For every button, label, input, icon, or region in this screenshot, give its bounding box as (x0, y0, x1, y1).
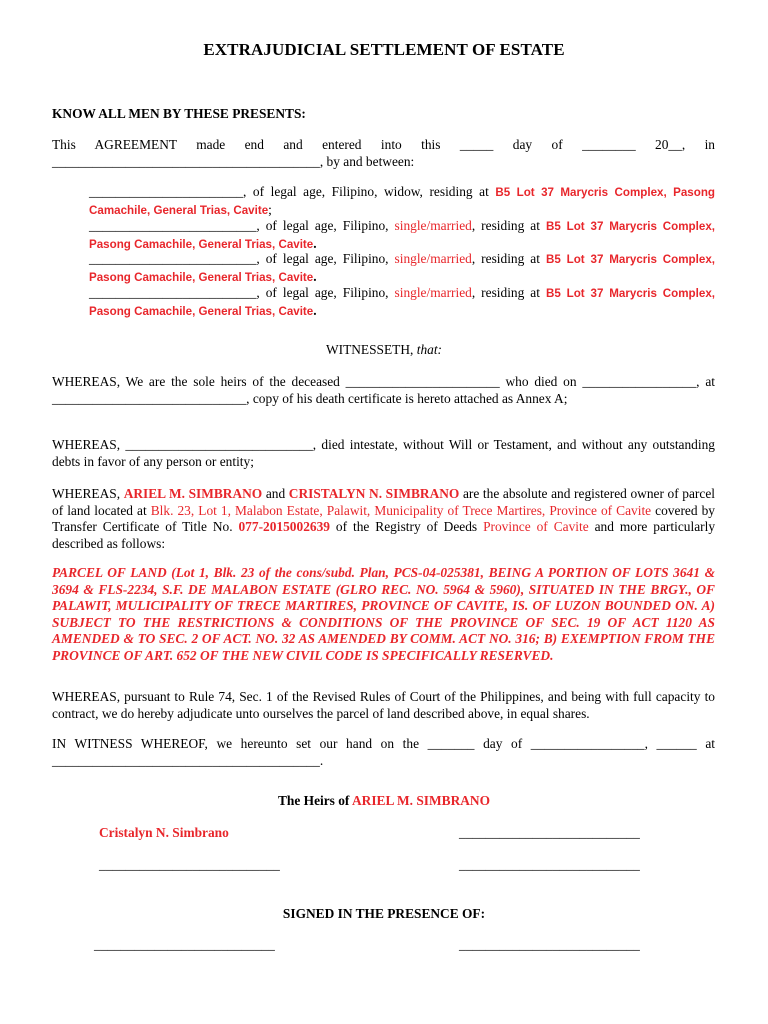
party-status: single/married (394, 285, 472, 300)
witness-line-right: ___________________________ (459, 937, 640, 952)
whereas3-text-3: covered by Transfer Certificate of Title No. (52, 502, 715, 535)
owner-name-1: ARIEL M. SIMBRANO (123, 486, 263, 501)
whereas3-text-2: are the absolute and registered owner of parcel of land located at (52, 486, 716, 518)
whereas3-and: and (262, 486, 289, 501)
agreement-line-1: This AGREEMENT made end and entered into this _____ day of ________ 20__, in (52, 137, 715, 152)
party-end: . (313, 268, 317, 284)
whereas3-text-4: of the Registry of Deeds (329, 519, 484, 535)
whereas-paragraph-4: WHEREAS, pursuant to Rule 74, Sec. 1 of the Revised Rules of Court of the Philippines, and being with full capacity to contract, we do hereby adjudicate unto ourselves the parcel of land described above, in equal shares. (52, 689, 715, 721)
party-4 (89, 285, 715, 320)
whereas-paragraph-1: WHEREAS, We are the sole heirs of the deceased _______________________ who died on _________________, at _____________________________, copy of his death certificate is hereto attached as Annex A; (52, 374, 715, 406)
party-text: , of legal age, Filipino, (256, 285, 395, 300)
document-title: EXTRAJUDICIAL SETTLEMENT OF ESTATE (203, 40, 565, 59)
whereas3-text-1: WHEREAS, (52, 486, 124, 501)
party-end: . (313, 235, 317, 251)
party-blank: _______________________ (89, 184, 243, 199)
land-location: Blk. 23, Lot 1, Malabon Estate, Palawit, Municipality of Trece Martires, Province of Cavite (150, 502, 652, 518)
party-address: B5 Lot 37 Marycris Complex, Pasong Camachile, General Trias, Cavite (89, 220, 715, 251)
party-end: . (313, 302, 317, 318)
party-address: B5 Lot 37 Marycris Complex, Pasong Camachile, General Trias, Cavite (89, 287, 715, 318)
party-address: B5 Lot 37 Marycris Complex, Pasong Camachile, General Trias, Cavite (89, 253, 715, 284)
party-blank: _________________________ (89, 285, 257, 300)
party-status: single/married (394, 251, 472, 266)
whereas3-text-5: and more particularly described as follows: (52, 519, 716, 551)
witnesseth-heading (0, 342, 768, 359)
party-1 (89, 184, 715, 219)
signature-line-right-1: ___________________________ (459, 825, 640, 840)
party-text-2: , residing at (471, 218, 546, 233)
party-end: ; (268, 201, 272, 217)
party-blank: _________________________ (89, 251, 257, 266)
agreement-paragraph (52, 137, 715, 170)
party-address: B5 Lot 37 Marycris Complex, Pasong Camachile, General Trias, Cavite (89, 186, 715, 217)
signature-line-left-2: ___________________________ (99, 857, 280, 872)
opening-line: KNOW ALL MEN BY THESE PRESENTS: (52, 106, 306, 121)
party-status: single/married (394, 218, 472, 233)
party-text: , of legal age, Filipino, widow, residing at (243, 184, 496, 199)
signatory-name-1: Cristalyn N. Simbrano (99, 825, 229, 840)
heirs-deceased-name: ARIEL M. SIMBRANO (352, 793, 491, 808)
party-text: , of legal age, Filipino, (256, 251, 395, 266)
party-blank: _________________________ (89, 218, 257, 233)
witnesseth-main: WITNESSETH, (325, 342, 417, 357)
party-2 (89, 218, 715, 253)
witness-whereof-paragraph (52, 736, 715, 769)
tct-number: 077-2015002639 (238, 519, 330, 535)
party-3 (89, 251, 715, 286)
party-text-2: , residing at (471, 251, 546, 266)
party-text-2: , residing at (471, 285, 546, 300)
witness-whereof-line-2: ________________________________________. (52, 752, 324, 768)
whereas-paragraph-2: WHEREAS, ____________________________, died intestate, without Will or Testament, and without any outstanding debts in favor of any person or entity; (52, 437, 715, 469)
parcel-description: PARCEL OF LAND (Lot 1, Blk. 23 of the cons/subd. Plan, PCS-04-025381, BEING A PORTION OF LOTS 3641 & 3694 & FLS-2234, S.F. DE MALABON ESTATE (GLRO REC. NO. 5964 & 5960), SITUATED IN THE BRGY., OF PALAWIT, MULICIPALITY OF TRECE MARTIRES, PROVINCE OF CAVITE, IS. OF LUZON BOUNDED ON. A) SUBJECT TO THE RESTRICTIONS & CONDITIONS OF THE PROVINCE OF SEC. 19 OF ACT 1120 AS AMENDED & TO SEC. 2 OF ACT. NO. 32 AS AMENDED BY COMM. ACT NO. 316; B) EXEMPTION FROM THE PROVINCE OF ART. 652 OF THE NEW CIVIL CODE IS SPECIFICALLY RESERVED. (52, 565, 715, 663)
agreement-line-2: ________________________________________, by and between: (52, 153, 415, 169)
witness-line-left: ___________________________ (94, 937, 275, 952)
signature-line-right-2: ___________________________ (459, 857, 640, 872)
heirs-prefix: The Heirs of (277, 793, 352, 808)
owner-name-2: CRISTALYN N. SIMBRANO (288, 486, 460, 501)
witnesseth-that: that: (416, 342, 443, 357)
presence-heading: SIGNED IN THE PRESENCE OF: (282, 906, 486, 921)
registry-name: Province of Cavite (483, 519, 589, 535)
witness-whereof-line-1: IN WITNESS WHEREOF, we hereunto set our hand on the _______ day of _________________, ______ at (52, 736, 715, 751)
whereas-paragraph-3 (52, 486, 715, 552)
party-text: , of legal age, Filipino, (256, 218, 395, 233)
heirs-heading (0, 793, 768, 810)
